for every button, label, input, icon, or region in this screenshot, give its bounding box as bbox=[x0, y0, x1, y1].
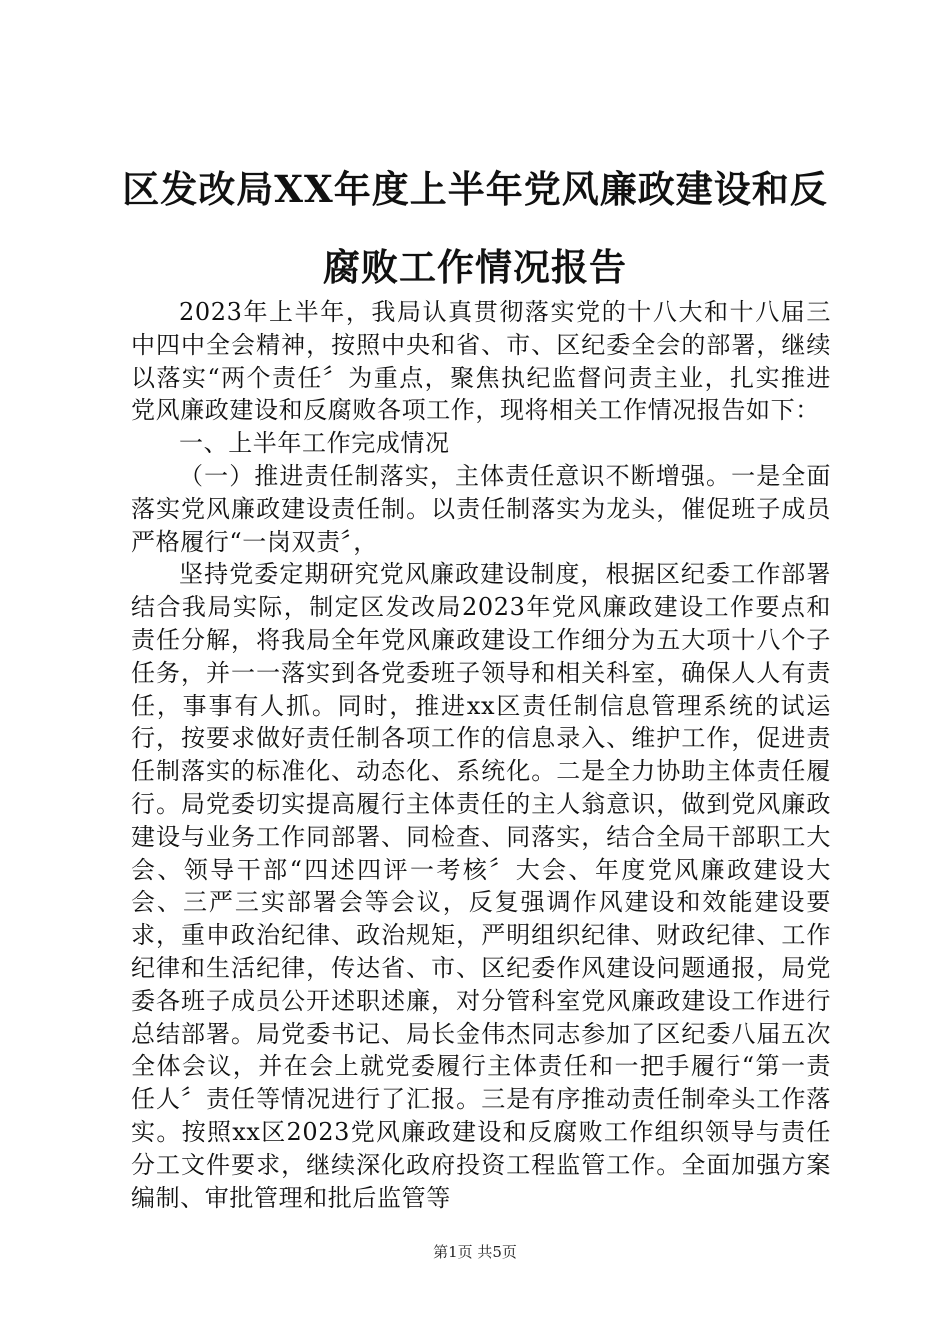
intro-paragraph: 2023年上半年，我局认真贯彻落实党的十八大和十八届三中四中全会精神，按照中央和省、市、区纪委全会的部署，继续以落实“两个责任〞为重点，聚焦执纪监督问责主业，扎实推进党风廉政建设和反腐败各项工作，现将相关工作情况报告如下： bbox=[131, 298, 831, 425]
section-heading: 一、上半年工作完成情况 bbox=[179, 429, 450, 458]
document-title: 区发改局XX年度上半年党风廉政建设和反腐败工作情况报告 bbox=[122, 167, 828, 289]
body-paragraph: 坚持党委定期研究党风廉政建设制度，根据区纪委工作部署结合我局实际，制定区发改局2023年党风廉政建设工作要点和责任分解，将我局全年党风廉政建设工作细分为五大项十八个子任务，并一一落实到各党委班子领导和相关科室，确保人人有责任，事事有人抓。同时，推进xx区责任制信息管理系统的试运行，按要求做好责任制各项工作的信息录入、维护工作，促进责任制落实的标准化、动态化、系统化。二是全力协助主体责任履行。局党委切实提高履行主体责任的主人翁意识，做到党风廉政建设与业务工作同部署、同检查、同落实，结合全局干部职工大会、领导干部“四述四评一考核〞大会、年度党风廉政建设大会、三严三实部署会等会议，反复强调作风建设和效能建设要求，重申政治纪律、政治规矩，严明组织纪律、财政纪律、工作纪律和生活纪律，传达省、市、区纪委作风建设问题通报，局党委各班子成员公开述职述廉，对分管科室党风廉政建设工作进行总结部署。局党委书记、局长金伟杰同志参加了区纪委八届五次全体会议，并在会上就党委履行主体责任和一把手履行“第一责任人〞责任等情况进行了汇报。三是有序推动责任制牵头工作落实。按照xx区2023党风廉政建设和反腐败工作组织领导与责任分工文件要求，继续深化政府投资工程监管工作。全面加强方案编制、审批管理和批后监管等 bbox=[131, 560, 831, 1212]
subsection-paragraph: （一）推进责任制落实，主体责任意识不断增强。一是全面落实党风廉政建设责任制。以责任制落实为龙头，催促班子成员严格履行“一岗双责〞， bbox=[131, 461, 831, 556]
document-body bbox=[131, 296, 831, 1214]
page-number: 第1页 共5页 bbox=[433, 1243, 517, 1261]
